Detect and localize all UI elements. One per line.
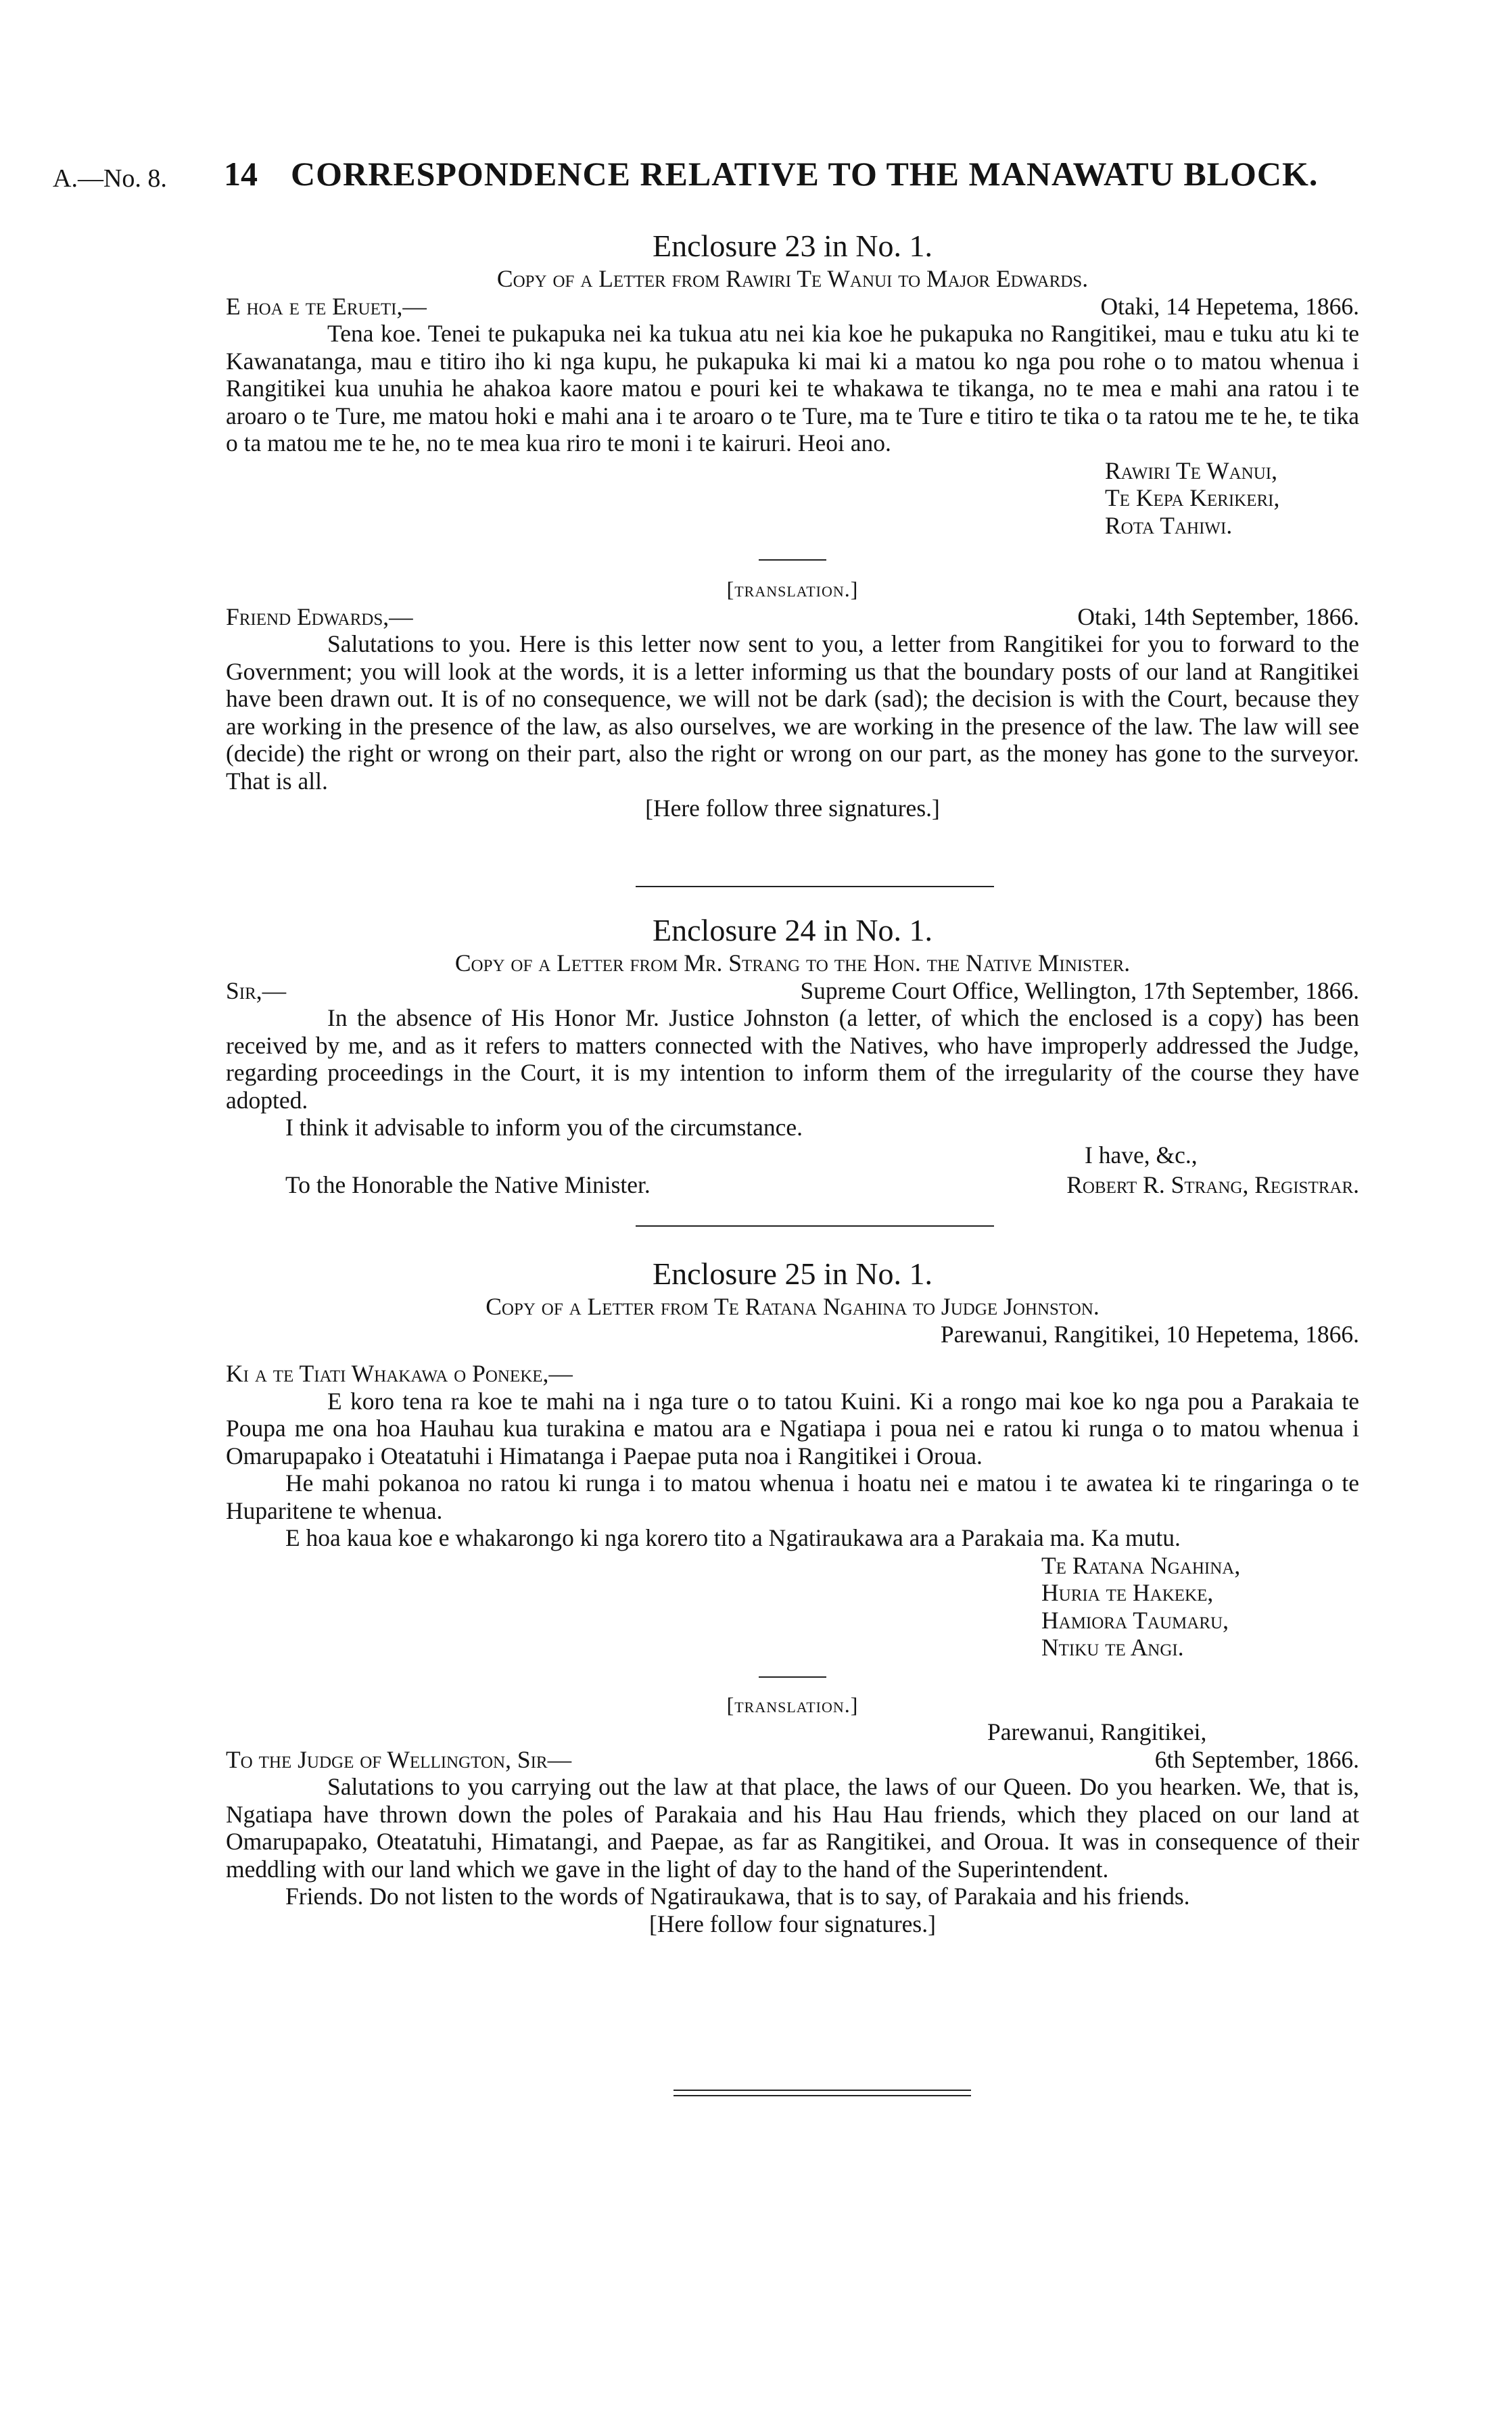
enclosure-24-dateline: Supreme Court Office, Wellington, 17th September, 1866. — [800, 976, 1359, 1004]
document-reference: A.—No. 8. — [53, 164, 167, 193]
enclosure-25-body: E hoa kaua koe e whakarongo ki nga korero tito a Ngatiraukawa ara a Parakaia ma. Ka mutu. — [285, 1524, 1181, 1551]
short-rule — [759, 1676, 826, 1678]
enclosure-25-salutation-row — [226, 1360, 1359, 1388]
translation-heading-row — [226, 603, 1359, 631]
enclosure-24-title: Enclosure 24 in No. 1. — [653, 913, 932, 947]
enclosure-24-body: I think it advisable to inform you of the circumstance. — [285, 1114, 803, 1141]
enclosure-25-dateline-row — [226, 1321, 1359, 1348]
addressee: To the Honorable the Native Minister. — [285, 1171, 651, 1198]
enclosure-24-heading-row — [226, 977, 1359, 1005]
signature: Te Ratana Ngahina, — [1041, 1551, 1241, 1579]
page-number: 14 — [224, 155, 258, 193]
enclosure-25-title: Enclosure 25 in No. 1. — [653, 1256, 932, 1291]
translation-salutation: To the Judge of Wellington, Sir— — [226, 1745, 572, 1773]
enclosure-25-signatures — [1041, 1552, 1359, 1662]
translation-label: [translation.] — [726, 1692, 859, 1717]
signature: Te Kepa Kerikeri, — [1105, 484, 1280, 511]
translation-place: Parewanui, Rangitikei, — [987, 1718, 1207, 1745]
signature: Huria te Hakeke, — [1041, 1579, 1214, 1606]
translation-date: 6th September, 1866. — [1154, 1745, 1359, 1773]
addressee-row — [226, 1171, 1359, 1199]
section-rule — [636, 1225, 994, 1227]
translation-body: Salutations to you carrying out the law at that place, the laws of our Queen. Do you hearken. We, that is, Ngatiapa have thrown down the poles of Parakaia and his Hau Hau friends, which they placed on our land at Omarupapako, Oteatatuhi, Himatangi, and Paepae, as far as Rangitikei, and Oroua. It was in consequence of their meddling with our land which we gave in the light of day to the hand of the Superintendent. — [226, 1773, 1359, 1883]
signature-note: [Here follow four signatures.] — [649, 1910, 936, 1937]
enclosure-25-body: E koro tena ra koe te mahi na i nga ture o to tatou Kuini. Ki a rongo mai koe ko nga pou a Parakaia te Poupa me ona hoa Hauhau kua turakina e matou ara e Ngatiapa i poua nei e ratou ki runga o to matou whenua i Omarupapako i Oteatatuhi i Himatanga i Paepae puta noa i Rangitikei i Oroua. — [226, 1387, 1359, 1469]
enclosure-23 — [226, 227, 1359, 822]
end-double-rule — [674, 2090, 971, 2096]
enclosure-23-heading-row — [226, 293, 1359, 321]
page-header — [53, 154, 1358, 202]
signature-note: [Here follow three signatures.] — [645, 795, 940, 822]
enclosure-23-subtitle: Copy of a Letter from Rawiri Te Wanui to Major Edwards. — [496, 265, 1089, 292]
running-title: CORRESPONDENCE RELATIVE TO THE MANAWATU BLOCK. — [291, 155, 1319, 193]
translation-dateline: Otaki, 14th September, 1866. — [1077, 603, 1359, 630]
enclosure-23-salutation: E hoa e te Erueti,— — [226, 292, 427, 320]
enclosure-24-subtitle: Copy of a Letter from Mr. Strang to the Hon. the Native Minister. — [454, 949, 1131, 976]
signature: Rota Tahiwi. — [1105, 511, 1233, 539]
signature: Ntiku te Angi. — [1041, 1634, 1184, 1661]
enclosure-24 — [226, 912, 1359, 1199]
signature: Hamiora Taumaru, — [1041, 1606, 1229, 1634]
enclosure-25 — [226, 1255, 1359, 1937]
enclosure-23-title: Enclosure 23 in No. 1. — [653, 229, 932, 263]
translation-heading-row — [226, 1746, 1359, 1774]
signature: Robert R. Strang, Registrar. — [1066, 1171, 1359, 1198]
section-rule — [636, 886, 994, 887]
translation-salutation: Friend Edwards,— — [226, 603, 413, 630]
enclosure-23-body: Tena koe. Tenei te pukapuka nei ka tukua atu nei kia koe he pukapuka no Rangitikei, mau e tuku atu ki te Kawanatanga, mau e titiro iho ki nga kupu, he pukapuka ki mai ki a matou ko nga pou rohe o to matou whenua i Rangitikei kua unuhia he ahakoa kaore matou e pouri kei te whakawa te tikanga, no te mea e mahi ana ratou i te aroaro o te Ture, me matou hoki e mahi ana i te aroaro o te Ture, ma te Ture e titiro te tika o ta ratou me te he, te tika o ta matou me te he, no te mea kua riro te moni i te kairuri. Heoi ano. — [226, 320, 1359, 456]
closing: I have, &c., — [1085, 1141, 1198, 1169]
closing-row — [226, 1141, 1359, 1169]
enclosure-25-dateline: Parewanui, Rangitikei, 10 Hepetema, 1866. — [940, 1320, 1359, 1348]
translation-body: Salutations to you. Here is this letter now sent to you, a letter from Rangitikei for you to forward to the Government; you will look at the words, it is a letter informing us that the boundary posts of our land at Rangitikei have been drawn out. It is of no consequence, we will not be dark (sad); the decision is with the Court, because they are working in the presence of the law, as also ourselves, we are working in the presence of the law. The law will see (decide) the right or wrong on their part, also the right or wrong on our part, as the money has gone to the surveyor. That is all. — [226, 630, 1359, 795]
enclosure-25-subtitle: Copy of a Letter from Te Ratana Ngahina to Judge Johnston. — [486, 1293, 1100, 1320]
signature: Rawiri Te Wanui, — [1105, 456, 1277, 484]
short-rule — [759, 559, 826, 561]
enclosure-23-signatures — [1105, 457, 1359, 540]
enclosure-24-body: In the absence of His Honor Mr. Justice Johnston (a letter, of which the enclosed is a copy) has been received by me, and as it refers to matters connected with the Natives, who have improperly addressed the Judge, regarding proceedings in the Court, it is my intention to inform them of the irregularity of the course they have adopted. — [226, 1004, 1359, 1114]
enclosure-25-salutation: Ki a te Tiati Whakawa o Poneke,— — [226, 1360, 573, 1387]
enclosure-25-body: He mahi pokanoa no ratou ki runga i to matou whenua i hoatu nei e matou i te awatea ki te ringaringa o te Huparitene te whenua. — [226, 1469, 1359, 1524]
translation-place-row — [226, 1718, 1359, 1746]
enclosure-23-dateline: Otaki, 14 Hepetema, 1866. — [1100, 292, 1359, 320]
translation-body: Friends. Do not listen to the words of Ngatiraukawa, that is to say, of Parakaia and his friends. — [285, 1883, 1190, 1910]
enclosure-24-salutation: Sir,— — [226, 976, 287, 1004]
translation-label: [translation.] — [726, 577, 859, 601]
